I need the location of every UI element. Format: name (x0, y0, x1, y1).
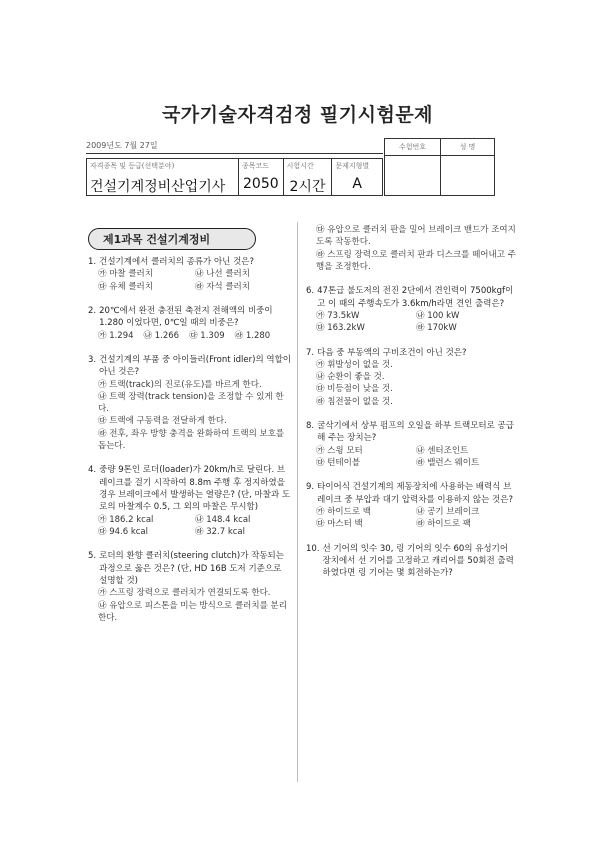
question (88, 550, 292, 624)
question-text (306, 285, 516, 310)
answer-option: ㉱ 스프링 장력으로 클러치 판과 디스크를 떼어내고 주행을 조정한다. (316, 249, 516, 272)
subject-label: 자격종목 및 등급(선택분야) (90, 162, 175, 170)
column-divider (297, 222, 298, 782)
answer-option: ㉮ 1.294 (98, 330, 134, 341)
answer-options (306, 224, 516, 273)
answer-option: ㉰ 유체 클러치 (98, 281, 153, 292)
question-text (88, 550, 292, 587)
question-number: 9. (306, 482, 315, 493)
time-label: 시험시간 (286, 162, 314, 170)
answer-options (88, 587, 292, 624)
question-text (88, 256, 292, 268)
answer-option: ㉯ 순환이 좋을 것. (316, 372, 385, 383)
exam-info-table (86, 158, 383, 196)
answer-option: ㉯ 나선 클러치 (195, 269, 250, 280)
question (88, 354, 292, 453)
answer-option: ㉱ 밸런스 웨이트 (416, 458, 480, 468)
answer-option: ㉰ 163.2kW (316, 323, 365, 334)
answer-option: ㉮ 휘발성이 없을 것. (316, 359, 393, 370)
answer-option: ㉱ 32.7 kcal (195, 526, 245, 537)
question (306, 420, 516, 469)
box-header-rule (385, 155, 494, 156)
subject-cell (87, 159, 239, 195)
box-divider (440, 139, 441, 195)
time-value: 2시간 (289, 179, 326, 195)
time-cell (284, 159, 333, 195)
answer-option: ㉯ 공기 브레이크 (416, 506, 480, 517)
answer-option: ㉰ 마스터 백 (316, 519, 363, 530)
answer-options (306, 506, 516, 531)
answer-option: ㉱ 침전물이 없을 것. (316, 396, 393, 407)
code-cell (239, 159, 284, 195)
answer-option: ㉯ 1.266 (143, 330, 180, 341)
question-stem: 중량 9톤인 로더(loader)가 20km/h로 달린다. 브레이크를 걸기 시작하여 8.8m 주행 후 정지하였을 경우 브레이크에서 발생하는 열량은? (단, 마찰과 도로의 마찰계수 0.5, 그 외의 마찰은 무시함) (99, 465, 291, 513)
question-number: 3. (88, 354, 97, 365)
type-label: 문제지형별 (335, 162, 370, 170)
answer-option: ㉰ 턴테이블 (316, 458, 361, 468)
answer-option: ㉱ 전후, 좌우 방향 충격을 완화하여 트랙의 보호를 돕는다. (98, 428, 285, 452)
question-stem: 선 기어의 잇수 30, 링 기어의 잇수 60의 유성기어 장치에서 선 기어를 고정하고 캐리어를 50회전 출력하였다면 링 기어는 몇 회전하는가? (322, 543, 514, 579)
subject-heading: 제1과목 건설기계정비 (88, 228, 256, 250)
question (306, 347, 516, 409)
question-number: 2. (88, 305, 97, 316)
question (306, 285, 516, 334)
question (306, 481, 516, 530)
question-number: 8. (306, 421, 315, 432)
answer-option: ㉮ 스프링 장력으로 클러치가 연결되도록 한다. (98, 588, 271, 599)
answer-option: ㉱ 자석 클러치 (195, 281, 250, 292)
answer-option: ㉯ 148.4 kcal (195, 514, 251, 525)
type-value: A (352, 176, 362, 192)
question-stem: 다음 중 부동액의 구비조건이 아닌 것은? (317, 347, 467, 358)
name-label: 성 명 (459, 143, 476, 151)
answer-option: ㉰ 1.309 (189, 330, 225, 341)
question-number: 4. (88, 465, 97, 476)
answer-option: ㉮ 186.2 kcal (98, 514, 154, 525)
question (88, 256, 292, 293)
answer-option: ㉮ 하이드로 백 (316, 506, 371, 517)
left-column (88, 256, 292, 636)
answer-option: ㉯ 100 kW (416, 310, 460, 321)
answer-option: ㉰ 94.6 kcal (98, 526, 148, 537)
question-stem: 47톤급 불도저의 전진 2단에서 견인력이 7500kgf이고 이 때의 주행속도가 3.6km/h라면 견인 출력은? (317, 286, 514, 309)
answer-options (306, 359, 516, 408)
answer-option: ㉮ 73.5kW (316, 310, 360, 321)
answer-option: ㉰ 트랙에 구동력을 전달하게 한다. (98, 416, 227, 427)
question-text (88, 354, 292, 379)
exam-date: 2009년도 7월 27일 (86, 141, 158, 150)
answer-options (88, 330, 292, 342)
answer-options (306, 310, 516, 335)
right-column (306, 224, 516, 592)
question-number: 1. (88, 257, 97, 267)
question (88, 464, 292, 538)
question-text (306, 347, 516, 359)
answer-option: ㉯ 센터조인트 (416, 445, 469, 456)
answer-option: ㉮ 스윙 모터 (316, 445, 363, 456)
answer-options (88, 379, 292, 453)
type-cell (332, 159, 382, 195)
question-stem: 로더의 환향 클러치(steering clutch)가 작동되는 과정으로 옳은 것은? (단, HD 16B 도저 기준으로 설명할 것) (99, 551, 284, 586)
question-number: 5. (88, 551, 97, 562)
question-number: 7. (306, 347, 315, 358)
exam-number-label: 수험번호 (398, 143, 427, 151)
question-text (88, 464, 292, 513)
page-title: 국가기술자격검정 필기시험문제 (161, 104, 434, 126)
answer-option: ㉰ 유압으로 클러치 판을 밀어 브레이크 밴드가 조여지도록 작동한다. (316, 225, 516, 248)
candidate-box (384, 138, 495, 196)
question-text (88, 305, 292, 330)
question-stem: 타이어식 건설기계의 제동장치에 사용하는 배력식 브레이크 중 부압과 대기 압력차를 이용하지 않는 것은? (317, 482, 513, 505)
question-text (306, 420, 516, 445)
header-rule (86, 153, 383, 154)
answer-option: ㉮ 트랙(track)의 진로(유도)를 바르게 한다. (98, 379, 262, 390)
answer-option: ㉱ 하이드로 팩 (416, 519, 471, 530)
code-label: 종목코드 (241, 162, 270, 170)
answer-option: ㉰ 비등점이 낮을 것. (316, 384, 393, 395)
answer-option: ㉱ 1.280 (234, 330, 271, 341)
subject-value: 건설기계정비산업기사 (90, 179, 226, 195)
answer-options (88, 268, 292, 293)
code-value: 2050 (243, 176, 279, 192)
answer-options (88, 514, 292, 539)
answer-option: ㉮ 마찰 클러치 (98, 269, 153, 280)
question-text (306, 481, 516, 506)
question (88, 305, 292, 342)
question-number: 10. (306, 543, 320, 554)
question-text (306, 543, 516, 580)
answer-option: ㉯ 트랙 장력(track tension)을 조정할 수 있게 한다. (98, 391, 284, 415)
answer-option: ㉯ 유압으로 피스톤을 미는 방식으로 클러치를 분리한다. (98, 600, 287, 623)
question-stem: 20℃에서 완전 충전된 축전지 전해액의 비중이 1.280 이었다면, 0℃일 때의 비중은? (99, 305, 273, 329)
question-stem: 건설기계의 부품 중 아이들러(Front idler)의 역할이 아닌 것은? (99, 354, 291, 378)
question (306, 224, 516, 273)
answer-option: ㉱ 170kW (416, 323, 457, 334)
question-number: 6. (306, 286, 315, 297)
answer-options (306, 445, 516, 470)
question-stem: 건설기계에서 클러치의 종류가 아닌 것은? (99, 257, 255, 267)
question (306, 543, 516, 580)
question-stem: 굴삭기에서 상부 펌프의 오일을 하부 트랙모터로 공급해 주는 장치는? (317, 421, 514, 444)
